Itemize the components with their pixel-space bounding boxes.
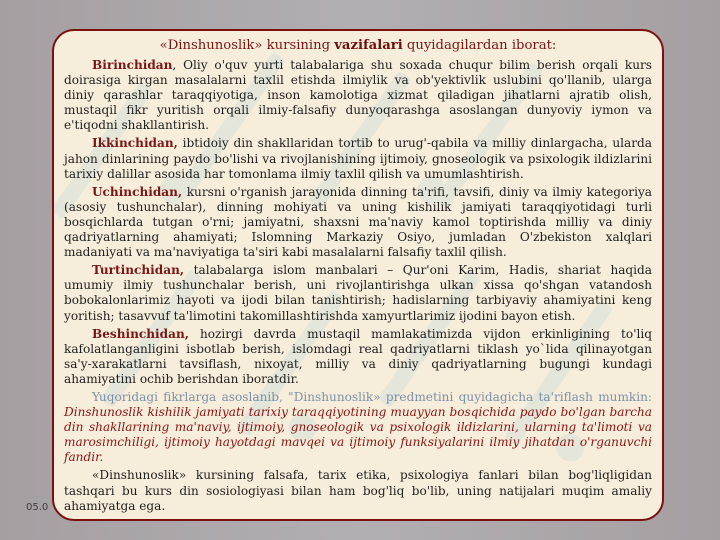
paragraph-text: hozirgi davrda mustaqil mamlakatimizda vijdon erkinligining to'liq kafolatlanganligini isbotlab berish, islomdagi real qadriyatlarni tiklash yo`lida qilinayotgan sa'y-xarakatlarni tavsiflash, nixoyat, milliy va diniy qadriyatlarning bugungi kundagi ahamiyatini ochib berishdan iboratdir. [64,326,652,386]
page-title [64,37,652,54]
paragraph-lead: Birinchidan [92,58,173,72]
paragraph-lead: Beshinchidan, [92,326,189,341]
title-pre: «Dinshunoslik» kursining [159,38,335,53]
definition-intro: Yuqoridagi fikrlarga asoslanib, "Dinshunoslik» predmetini quyidagicha ta'riflash mumkin: [92,389,652,404]
paragraph-text: , Oliy o'quv yurti talabalariga shu soxada chuqur bilim berish orqali kurs doirasiga kirgan masalalarni taxlil etishda ilmiylik va ob'yektivlik uslubini qo'llanib, ularga diniy qarashlar taraqqiyotiga, inson kamolotiga xizmat qiladigan jihatlarni ajratib olish, mustaqil fikr yuritish orqali ilmiy-falsafiy dunyoqarashga asoslangan dunyoviy iymon va e'tiqodni shakllantirish. [64,58,652,133]
paragraph-fifth [64,327,652,387]
paragraph-first [64,58,652,133]
paragraph-lead: Ikkinchidan, [92,136,178,151]
closing-paragraph: «Dinshunoslik» kursining falsafa, tarix etika, psixologiya fanlari bilan bog'liqligidan tashqari bu kurs din sosiologiyasi bilan ham bog'liq bo'lib, uning natijalari muqim amaliy ahamiyatga ega. [64,468,652,513]
paragraph-third [64,185,652,260]
paragraph-text: talabalarga islom manbalari – Qur'oni Karim, Hadis, shariat haqida umumiy ilmiy tushunchalar berish, uni rivojlantirishga ulkan xissa qo'shgan vatandosh bobokalonlarimiz hayoti va ijodi bilan tanishtirish; hadislarning tarbiyaviy ahamiyatini keng yoritish; tasavvuf ta'limotini takomillashtirishda xamyurtlarimiz ijodini bayon etish. [64,263,652,323]
slide-date: 05.0 [26,502,49,513]
paragraph-text: kursni o'rganish jarayonida dinning ta'rifi, tavsifi, diniy va ilmiy kategoriya (asosiy tushunchalar), dinning mohiyati va uning kishilik jamiyati taraqqiyotidagi turli bosqichlarda tutgan o'rni; jamiyatni, shaxsni ma'naviy kamol toptirishda milliy va diniy qadriyatlarning ahamiyati; Islomning Markaziy Osiyo, jumladan O'zbekiston xalqlari madaniyati va ma'naviyatiga ta'siri kabi masalalarni falsafiy taxlil qilish. [64,184,652,260]
definition-paragraph [64,390,652,465]
paragraph-fourth [64,263,652,323]
paragraph-lead: Turtinchidan, [92,263,185,278]
definition-text: Dinshunoslik kishilik jamiyati tarixiy taraqqiyotining muayyan bosqichida paydo bo'lgan barcha din shakllarining ma'naviy, ijtimoiy, gnoseologik va psixologik ildizlarini, ularning ta'limoti va marosimchiligi, ijtimoiy hayotdagi mavqei va ijtimoiy funksiyalarini ilmiy jihatdan o'rganuvchi fandir. [64,405,652,465]
title-post: quyidagilardan iborat: [402,38,557,53]
title-bold: vazifalari [334,38,403,53]
paragraph-second [64,136,652,181]
content-card [52,29,664,521]
paragraph-lead: Uchinchidan, [92,184,183,199]
paragraph-text: ibtidoiy din shakllaridan tortib to urug'-qabila va milliy dinlargacha, ularda jahon dinlarining paydo bo'lishi va rivojlanishining ijtimoiy, gnoseologik va psixologik ildizlarini tarixiy dalillar asosida har tomonlama ilmiy taxlil qilish va umumlashtirish. [64,136,652,181]
